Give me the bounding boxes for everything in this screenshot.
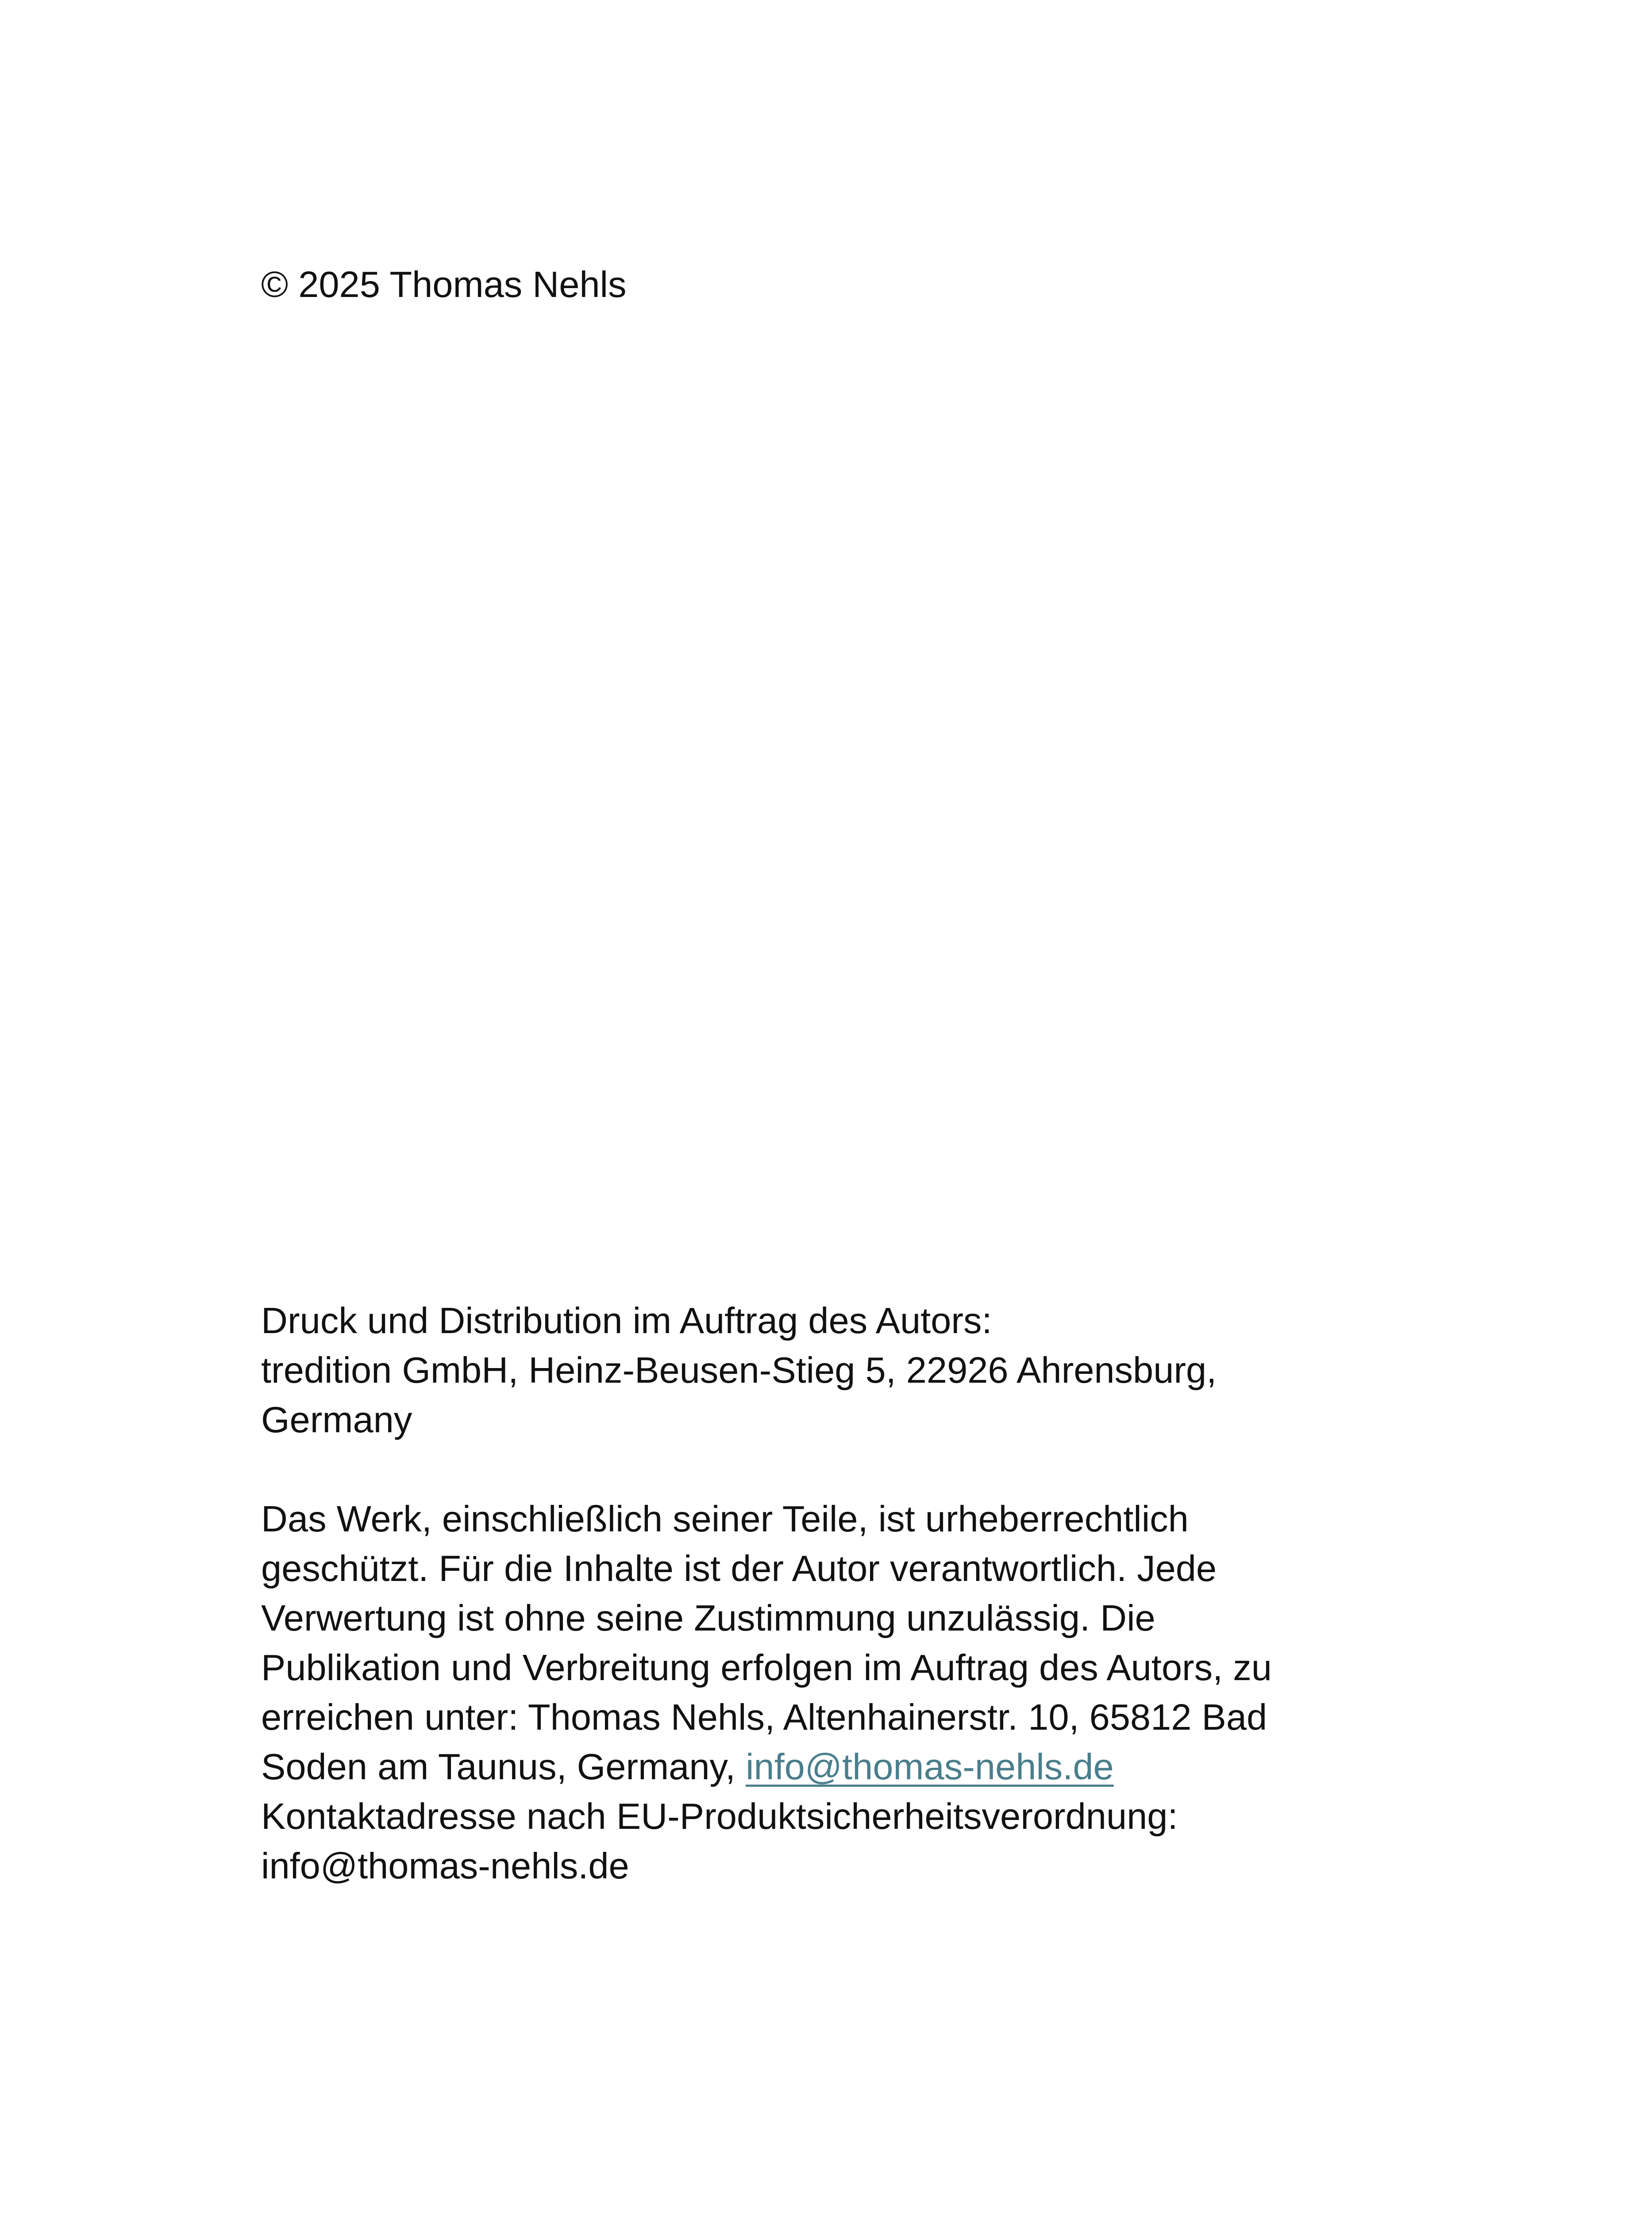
contact-label: Kontaktadresse nach EU-Produktsicherheitsverordnung: bbox=[261, 1796, 1178, 1837]
rights-line: Publikation und Verbreitung erfolgen im Auftrag des Autors, zu bbox=[261, 1647, 1272, 1688]
rights-line: erreichen unter: Thomas Nehls, Altenhainerstr. 10, 65812 Bad bbox=[261, 1696, 1267, 1738]
rights-line: Verwertung ist ohne seine Zustimmung unzulässig. Die bbox=[261, 1597, 1155, 1639]
publisher-country: Germany bbox=[261, 1399, 412, 1440]
address-tail: Soden am Taunus, Germany, bbox=[261, 1746, 746, 1787]
address-line bbox=[261, 1742, 1394, 1792]
rights-line: Das Werk, einschließlich seiner Teile, ist urheberrechtlich bbox=[261, 1498, 1189, 1539]
rights-line: geschützt. Für die Inhalte ist der Autor verantwortlich. Jede bbox=[261, 1548, 1217, 1589]
imprint-block bbox=[261, 1296, 1394, 1891]
publisher-address: tredition GmbH, Heinz-Beusen-Stieg 5, 22926 Ahrensburg, bbox=[261, 1349, 1217, 1391]
contact-email: info@thomas-nehls.de bbox=[261, 1845, 629, 1886]
copyright-notice: © 2025 Thomas Nehls bbox=[261, 264, 627, 305]
print-distribution-label: Druck und Distribution im Auftrag des Autors: bbox=[261, 1300, 992, 1341]
email-link[interactable]: info@thomas-nehls.de bbox=[745, 1746, 1114, 1787]
paragraph-spacer bbox=[261, 1445, 1394, 1494]
